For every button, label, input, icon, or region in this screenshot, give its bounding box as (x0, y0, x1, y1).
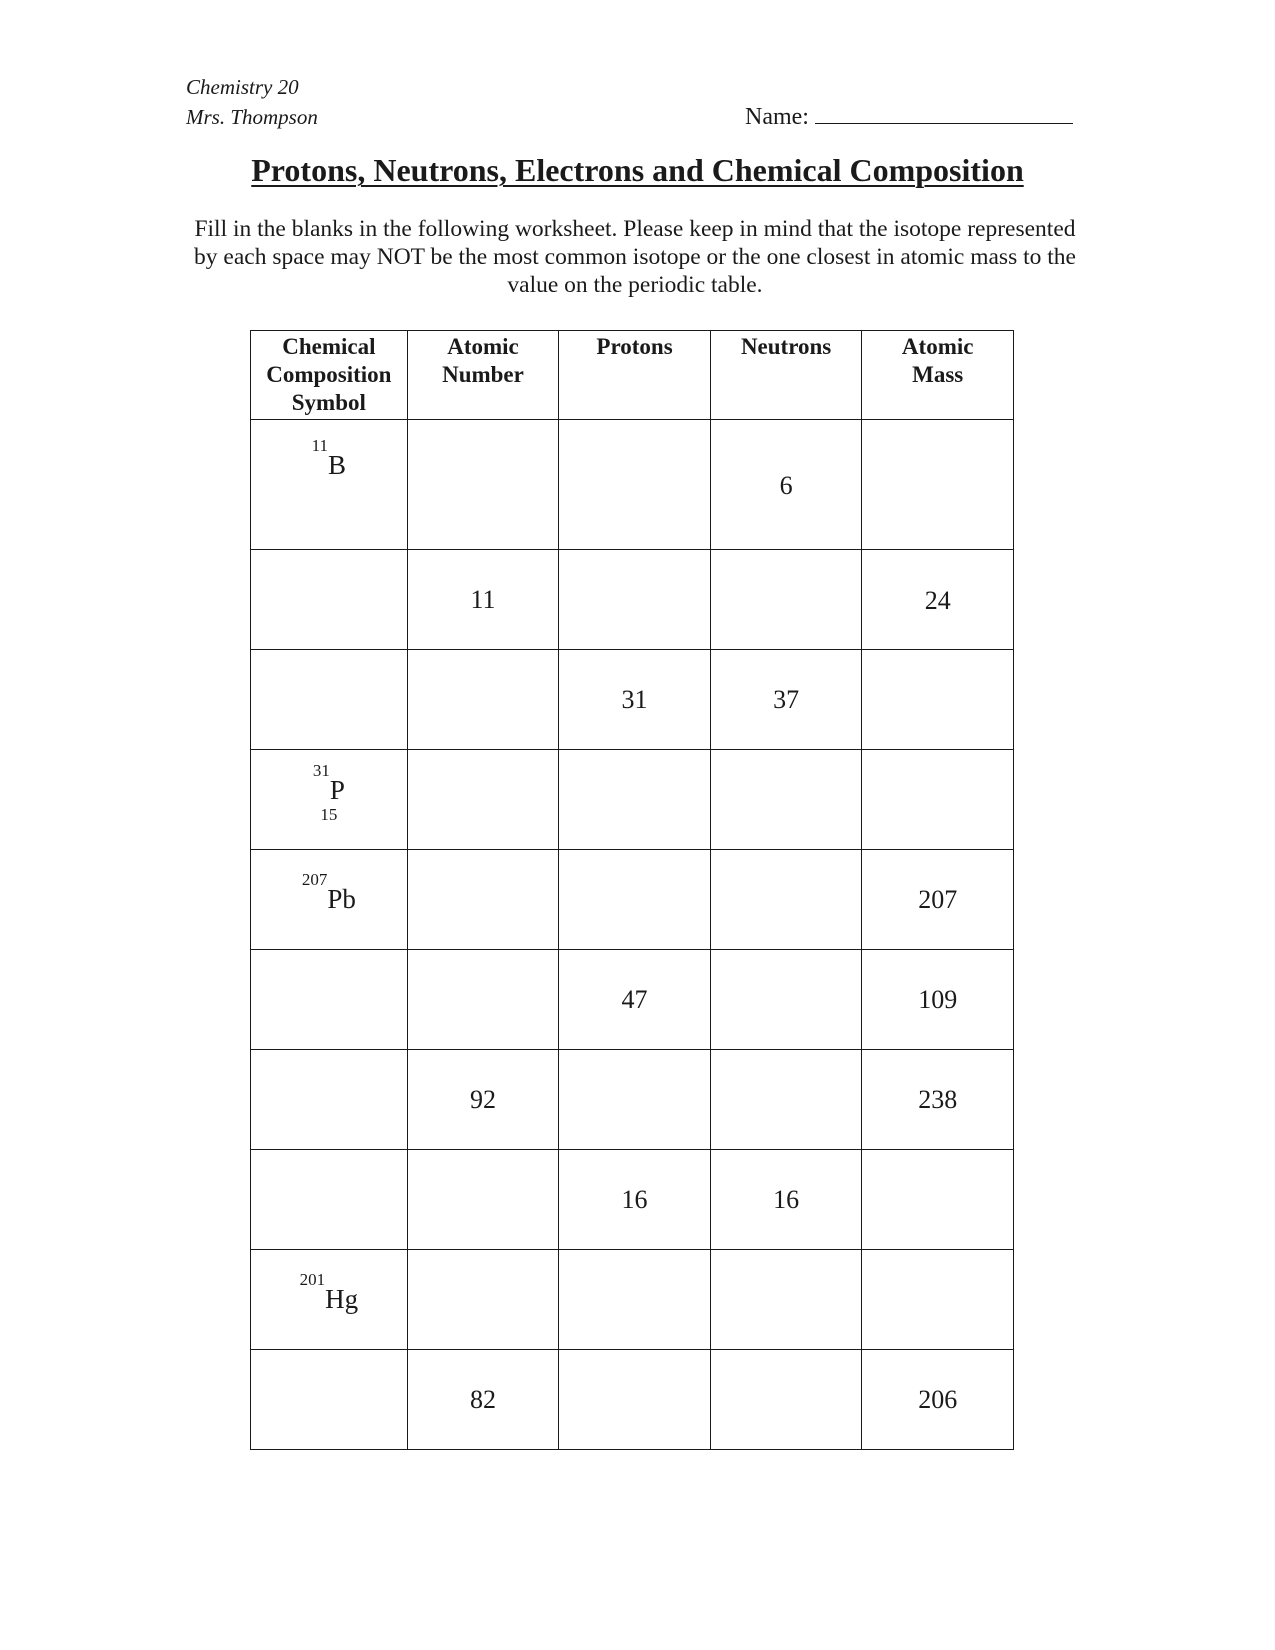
neutrons-cell[interactable]: 6 (710, 420, 862, 550)
neutrons-cell[interactable]: 16 (710, 1150, 862, 1250)
course-info (186, 72, 318, 132)
neutrons-cell[interactable] (710, 550, 862, 650)
atomic-mass-cell[interactable] (862, 1250, 1014, 1350)
table-header-row (251, 331, 1014, 420)
header-chemical-symbol: Chemical Composition Symbol (251, 331, 408, 420)
symbol-cell[interactable] (251, 650, 408, 750)
atomic-mass-cell[interactable] (862, 650, 1014, 750)
symbol-cell[interactable] (251, 750, 408, 850)
atomic-number-cell[interactable]: 82 (407, 1350, 559, 1450)
table-row (251, 750, 1014, 850)
student-name-field[interactable] (745, 101, 1073, 132)
atomic-number-cell[interactable] (407, 950, 559, 1050)
protons-cell[interactable] (559, 750, 711, 850)
atomic-mass-cell[interactable] (862, 750, 1014, 850)
atomic-mass-cell[interactable] (862, 1150, 1014, 1250)
neutrons-cell[interactable]: 37 (710, 650, 862, 750)
table-row (251, 1250, 1014, 1350)
isotope-symbol: $^{11}$B (311, 436, 347, 480)
atomic-number-cell[interactable] (407, 420, 559, 550)
page-title: Protons, Neutrons, Electrons and Chemical Composition (251, 152, 1024, 188)
protons-cell[interactable] (559, 420, 711, 550)
symbol-cell[interactable] (251, 550, 408, 650)
symbol-cell[interactable] (251, 1050, 408, 1150)
header-neutrons: Neutrons (710, 331, 862, 420)
table-row (251, 1350, 1014, 1450)
neutrons-cell[interactable] (710, 1050, 862, 1150)
neutrons-cell[interactable] (710, 950, 862, 1050)
table-row (251, 1150, 1014, 1250)
name-blank-line[interactable] (815, 101, 1073, 124)
atomic-number-cell[interactable] (407, 650, 559, 750)
instructions: Fill in the blanks in the following worksheet. Please keep in mind that the isotope represented by each space may NOT be the most common isotope or the one closest in atomic mass to the value on the periodic table. (194, 216, 1076, 298)
atomic-number-cell[interactable]: 92 (407, 1050, 559, 1150)
neutrons-cell[interactable] (710, 1350, 862, 1450)
atomic-number-cell[interactable] (407, 1250, 559, 1350)
protons-cell[interactable]: 31 (559, 650, 711, 750)
atomic-mass-cell[interactable]: 238 (862, 1050, 1014, 1150)
isotope-symbol: $^{31}$P (312, 761, 345, 805)
name-label: Name: (745, 104, 809, 130)
worksheet-table (250, 330, 1014, 1450)
header-protons: Protons (559, 331, 711, 420)
symbol-cell[interactable] (251, 1150, 408, 1250)
table-row (251, 650, 1014, 750)
protons-cell[interactable]: 47 (559, 950, 711, 1050)
atomic-mass-cell[interactable]: 207 (862, 850, 1014, 950)
symbol-cell[interactable] (251, 420, 408, 550)
table-row (251, 850, 1014, 950)
table-row (251, 550, 1014, 650)
table-row (251, 950, 1014, 1050)
neutrons-cell[interactable] (710, 850, 862, 950)
symbol-cell[interactable] (251, 1350, 408, 1450)
atomic-mass-cell[interactable]: 206 (862, 1350, 1014, 1450)
protons-cell[interactable] (559, 850, 711, 950)
protons-cell[interactable] (559, 550, 711, 650)
course-name: Chemistry 20 (186, 75, 299, 99)
atomic-mass-cell[interactable]: 109 (862, 950, 1014, 1050)
neutrons-cell[interactable] (710, 1250, 862, 1350)
protons-cell[interactable]: 16 (559, 1150, 711, 1250)
isotope-symbol: $^{207}$Pb (301, 870, 356, 914)
atomic-mass-cell[interactable]: 24 (862, 550, 1014, 650)
protons-cell[interactable] (559, 1250, 711, 1350)
atomic-mass-cell[interactable] (862, 420, 1014, 550)
protons-cell[interactable] (559, 1350, 711, 1450)
atomic-number-cell[interactable] (407, 750, 559, 850)
neutrons-cell[interactable] (710, 750, 862, 850)
isotope-atomic-number: 15 (320, 805, 338, 824)
protons-cell[interactable] (559, 1050, 711, 1150)
atomic-number-cell[interactable] (407, 1150, 559, 1250)
header-atomic-mass: Atomic Mass (862, 331, 1014, 420)
teacher-name: Mrs. Thompson (186, 105, 318, 129)
table-row (251, 1050, 1014, 1150)
atomic-number-cell[interactable]: 11 (407, 550, 559, 650)
table-row (251, 420, 1014, 550)
symbol-cell[interactable] (251, 1250, 408, 1350)
header-atomic-number: Atomic Number (407, 331, 559, 420)
isotope-symbol: $^{201}$Hg (299, 1270, 359, 1314)
symbol-cell[interactable] (251, 850, 408, 950)
atomic-number-cell[interactable] (407, 850, 559, 950)
symbol-cell[interactable] (251, 950, 408, 1050)
